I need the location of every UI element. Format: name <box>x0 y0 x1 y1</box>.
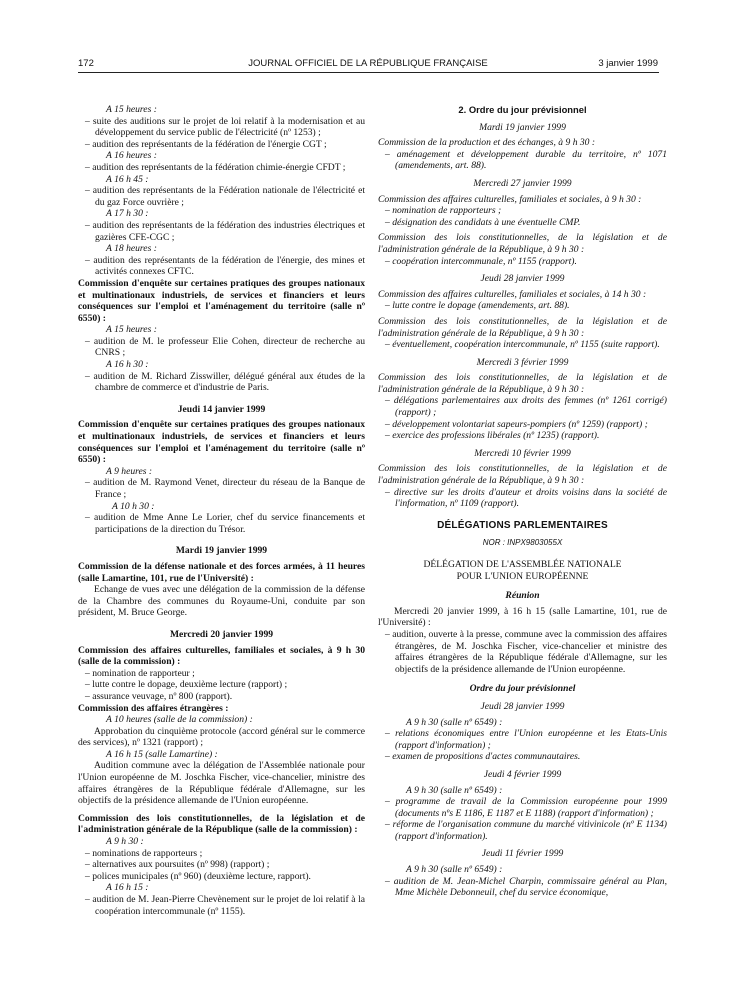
left-time-label: A 15 heures : <box>106 104 157 115</box>
right-centered-line: Mercredi 27 janvier 1999 <box>473 177 572 189</box>
left-list-item: – audition de M. Jean-Pierre Chevènement sur le projet de loi relatif à la coopération intercommunale (nº 1155). <box>85 894 365 917</box>
page-number: 172 <box>78 58 94 69</box>
left-time-label: A 18 heures : <box>106 243 157 255</box>
left-list-item: – audition de Mme Anne Le Lorier, chef du service financements et participations de la direction du Trésor. <box>85 512 365 535</box>
right-list-item: – développement volontariat sapeurs-pompiers (nº 1259) (rapport) ; <box>385 418 648 430</box>
right-centered-line: Mercredi 3 février 1999 <box>476 356 569 368</box>
left-time-label: A 10 h 30 : <box>112 500 155 512</box>
right-centered-line: Mardi 19 janvier 1999 <box>479 121 566 133</box>
left-list-item: – lutte contre le dopage, deuxième lecture (rapport) ; <box>85 679 288 691</box>
right-paragraph: Commission des lois constitutionnelles, de la législation et de l'administration générale de la République, à 9 h 30 : <box>378 232 667 255</box>
left-list-item: – audition de M. Raymond Venet, directeur du réseau de la Banque de France ; <box>85 477 365 500</box>
left-list-item: – audition des représentants de la fédération de l'énergie, des mines et activités connexes CFTC. <box>85 254 365 278</box>
left-list-item: – suite des auditions sur le projet de loi relatif à la modernisation et au développement du service public de l'électricité (nº 1253) ; <box>85 115 365 139</box>
right-paragraph: Commission des lois constitutionnelles, de la législation et de l'administration générale de la République, à 9 h 30 : <box>378 463 667 487</box>
right-centered-line: Jeudi 28 janvier 1999 <box>480 700 565 712</box>
left-committee-title: Commission des lois constitutionnelles, de la législation et de l'administration générale de la République (salle de la commission) : <box>78 812 365 836</box>
left-section-heading: Mercredi 20 janvier 1999 <box>169 628 274 640</box>
left-list-item: – polices municipales (nº 960) (deuxième lecture, rapport). <box>85 870 311 882</box>
left-list-item: – assurance veuvage, nº 800 (rapport). <box>85 690 233 702</box>
left-column <box>78 104 365 917</box>
right-paragraph: Commission des lois constitutionnelles, de la législation et de l'administration générale de la République, à 9 h 30 : <box>378 372 667 395</box>
left-time-label: A 16 heures : <box>106 150 157 162</box>
right-list-item: – désignation des candidats à une éventuelle CMP. <box>385 216 581 228</box>
right-paragraph: Commission des affaires culturelles, familiales et sociales, à 9 h 30 : <box>378 193 642 205</box>
left-list-item: – nomination de rapporteur ; <box>85 667 195 679</box>
left-paragraph: Approbation du cinquième protocole (accord général sur le commerce des services), nº 1321 (rapport) ; <box>78 725 365 749</box>
right-centered-line: Mercredi 10 février 1999 <box>474 447 571 459</box>
right-time-label: A 9 h 30 (salle nº 6549) : <box>406 864 503 876</box>
right-time-label: A 9 h 30 (salle nº 6549) : <box>406 784 503 796</box>
left-time-label: A 16 h 15 : <box>106 882 149 894</box>
left-list-item: – audition de M. le professeur Elie Cohen, directeur de recherche au CNRS ; <box>85 335 365 359</box>
left-committee-title: Commission de la défense nationale et des forces armées, à 11 heures (salle Lamartine, 101, rue de l'Université) : <box>78 560 365 584</box>
right-list-item: – délégations parlementaires aux droits des femmes (nº 1261 corrigé) (rapport) ; <box>385 395 667 419</box>
left-time-label: A 16 h 45 : <box>106 173 149 185</box>
right-paragraph: Mercredi 20 janvier 1999, à 16 h 15 (salle Lamartine, 101, rue de l'Université) : <box>378 605 667 629</box>
right-paragraph: Commission de la production et des échanges, à 9 h 30 : <box>378 137 596 149</box>
left-list-item: – audition des représentants de la Fédération nationale de l'électricité et du gaz Force ouvrière ; <box>85 185 365 208</box>
left-section-heading: Jeudi 14 janvier 1999 <box>177 403 266 415</box>
right-centered-line: DÉLÉGATION DE L'ASSEMBLÉE NATIONALE <box>423 559 622 570</box>
right-centered-line: Jeudi 11 février 1999 <box>481 848 564 860</box>
left-list-item: – audition des représentants de la fédération des industries électriques et gazières CFE-CGC ; <box>85 219 365 243</box>
right-centered-line: POUR L'UNION EUROPÉENNE <box>456 570 589 582</box>
left-paragraph: Audition commune avec la délégation de l'Assemblée nationale pour l'Union européenne de M. Joschka Fischer, vice-chancelier, ministre des affaires étrangères de la République fédérale d'Allemagne, sur les objectifs de la présidence allemande de l'Union européenne. <box>78 760 365 807</box>
right-paragraph: Commission des lois constitutionnelles, de la législation et de l'administration générale de la République, à 9 h 30 : <box>378 315 667 339</box>
right-centered-line: NOR : INPX9803055X <box>482 538 563 548</box>
right-time-label: A 9 h 30 (salle nº 6549) : <box>406 716 503 728</box>
left-time-label: A 9 h 30 : <box>106 836 144 848</box>
right-list-item: – réforme de l'organisation commune du marché vitivinicole (nº E 1134) (rapport d'information). <box>385 819 667 842</box>
issue-date: 3 janvier 1999 <box>598 58 658 69</box>
left-time-label: A 9 heures : <box>106 465 153 477</box>
right-list-item: – lutte contre le dopage (amendements, art. 88). <box>385 300 570 312</box>
journal-title: JOURNAL OFFICIEL DE LA RÉPUBLIQUE FRANÇAISE <box>248 58 488 69</box>
left-list-item: – nominations de rapporteurs ; <box>85 847 203 859</box>
left-list-item: – audition de M. Richard Zisswiller, délégué général aux études de la chambre de commerce et d'industrie de Paris. <box>85 370 365 394</box>
left-list-item: – audition des représentants de la fédération de l'énergie CGT ; <box>85 138 327 150</box>
right-list-item: – nomination de rapporteurs ; <box>385 205 502 217</box>
right-list-item: – coopération intercommunale, nº 1155 (rapport). <box>385 255 577 267</box>
left-time-label: A 10 heures (salle de la commission) : <box>106 714 253 726</box>
left-time-label: A 16 h 30 : <box>106 359 149 371</box>
right-column <box>378 104 667 899</box>
left-committee-title: Commission d'enquête sur certaines pratiques des groupes nationaux et multinationaux industriels, de services et financiers et leurs conséquences sur l'emploi et l'aménagement du territoire (salle nº 6550) : <box>78 277 365 324</box>
left-section-heading: Mardi 19 janvier 1999 <box>175 545 268 557</box>
right-list-item: – exercice des professions libérales (nº 1235) (rapport). <box>385 430 600 442</box>
left-paragraph: Echange de vues avec une délégation de la commission de la défense de la Chambre des communes du Royaume-Uni, conduite par son président, M. Bruce George. <box>78 584 365 619</box>
left-time-label: A 17 h 30 : <box>106 208 149 220</box>
left-committee-title: Commission d'enquête sur certaines pratiques des groupes nationaux et multinationaux industriels, de services et financiers et leurs conséquences sur l'emploi et l'aménagement du territoire (salle nº 6550) : <box>78 419 365 466</box>
left-committee-title: Commission des affaires culturelles, familiales et sociales, à 9 h 30 (salle de la commission) : <box>78 644 365 668</box>
right-list-item: – audition de M. Jean-Michel Charpin, commissaire général au Plan, Mme Michèle Debonneuil, chef du service économique, <box>385 875 667 899</box>
right-list-item: – relations économiques entre l'Union européenne et les Etats-Unis (rapport d'information) ; <box>385 728 667 751</box>
right-section-heading: DÉLÉGATIONS PARLEMENTAIRES <box>437 519 608 531</box>
right-paragraph: Commission des affaires culturelles, familiales et sociales, à 14 h 30 : <box>378 288 647 300</box>
page-header <box>78 58 658 72</box>
right-list-item: – programme de travail de la Commission européenne pour 1999 (documents nºs E 1186, E 1187 et E 1188) (rapport d'information) ; <box>385 796 667 819</box>
right-list-item: – directive sur les droits d'auteur et droits voisins dans la société de l'information, nº 1109 (rapport). <box>385 486 667 510</box>
header-rule <box>78 72 659 73</box>
right-centered-line: Jeudi 28 janvier 1999 <box>480 273 565 285</box>
right-centered-line: Réunion <box>505 590 540 602</box>
right-list-item: – examen de propositions d'actes communautaires. <box>385 751 581 763</box>
left-list-item: – alternatives aux poursuites (nº 998) (rapport) ; <box>85 859 270 871</box>
right-list-item: – éventuellement, coopération intercommunale, nº 1155 (suite rapport). <box>385 339 660 351</box>
right-section-heading: 2. Ordre du jour prévisionnel <box>458 104 587 115</box>
right-centered-line: Jeudi 4 février 1999 <box>483 768 562 780</box>
left-time-label: A 16 h 15 (salle Lamartine) : <box>106 748 218 760</box>
left-committee-title: Commission des affaires étrangères : <box>78 702 229 714</box>
left-list-item: – audition des représentants de la fédération chimie-énergie CFDT ; <box>85 161 346 173</box>
left-time-label: A 15 heures : <box>106 324 157 336</box>
right-centered-line: Ordre du jour prévisionnel <box>469 683 576 695</box>
right-list-item: – audition, ouverte à la presse, commune avec la commission des affaires étrangères, de M. Joschka Fischer, vice-chancelier et ministre des affaires étrangères de la République fédérale d'Allemagne, sur les objectifs de la présidence allemande de l'Union européenne. <box>385 628 667 675</box>
right-list-item: – aménagement et développement durable du territoire, nº 1071 (amendements, art. 88). <box>385 148 667 172</box>
